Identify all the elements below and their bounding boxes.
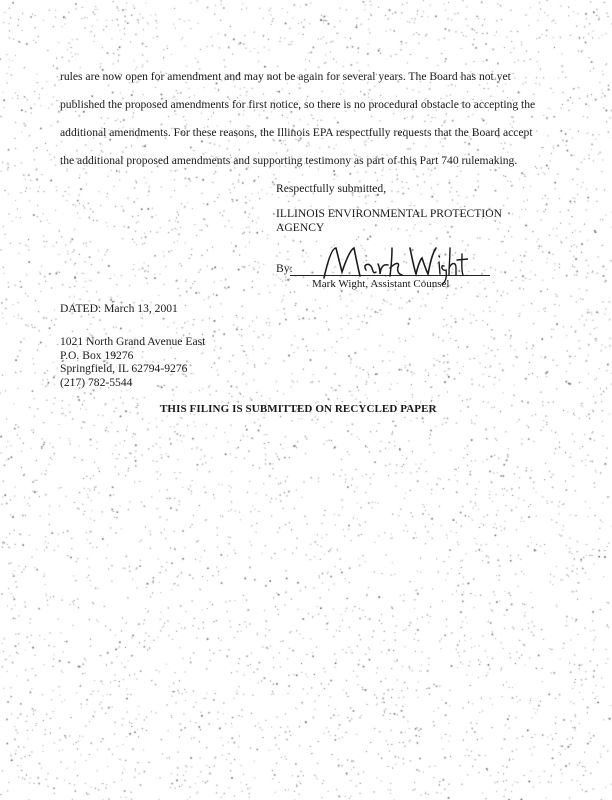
closing-salutation: Respectfully submitted, [276,182,387,195]
date-line: DATED: March 13, 2001 [60,302,178,315]
signatory-name: Mark Wight, Assistant Counsel [312,278,450,290]
address-line: (217) 782-5544 [60,375,133,389]
body-text-line: additional amendments. For these reasons, the Illinois EPA respectfully requests that the Board accept [60,126,533,139]
address-line: Springfield, IL 62794-9276 [60,362,188,375]
recycled-paper-notice: THIS FILING IS SUBMITTED ON RECYCLED PAPER [160,403,437,415]
mailing-address [60,335,205,389]
address-line: P.O. Box 19276 [60,348,134,362]
body-text-line: published the proposed amendments for first notice, so there is no procedural obstacle to accepting the [60,98,536,111]
body-text-line: the additional proposed amendments and supporting testimony as part of this Part 740 rulemaking. [60,154,518,167]
by-label: By: [276,262,293,275]
body-text-line: rules are now open for amendment and may not be again for several years. The Board has not yet [60,70,511,83]
address-line: 1021 North Grand Avenue East [60,335,206,348]
agency-name: ILLINOIS ENVIRONMENTAL PROTECTION AGENCY [276,207,502,234]
